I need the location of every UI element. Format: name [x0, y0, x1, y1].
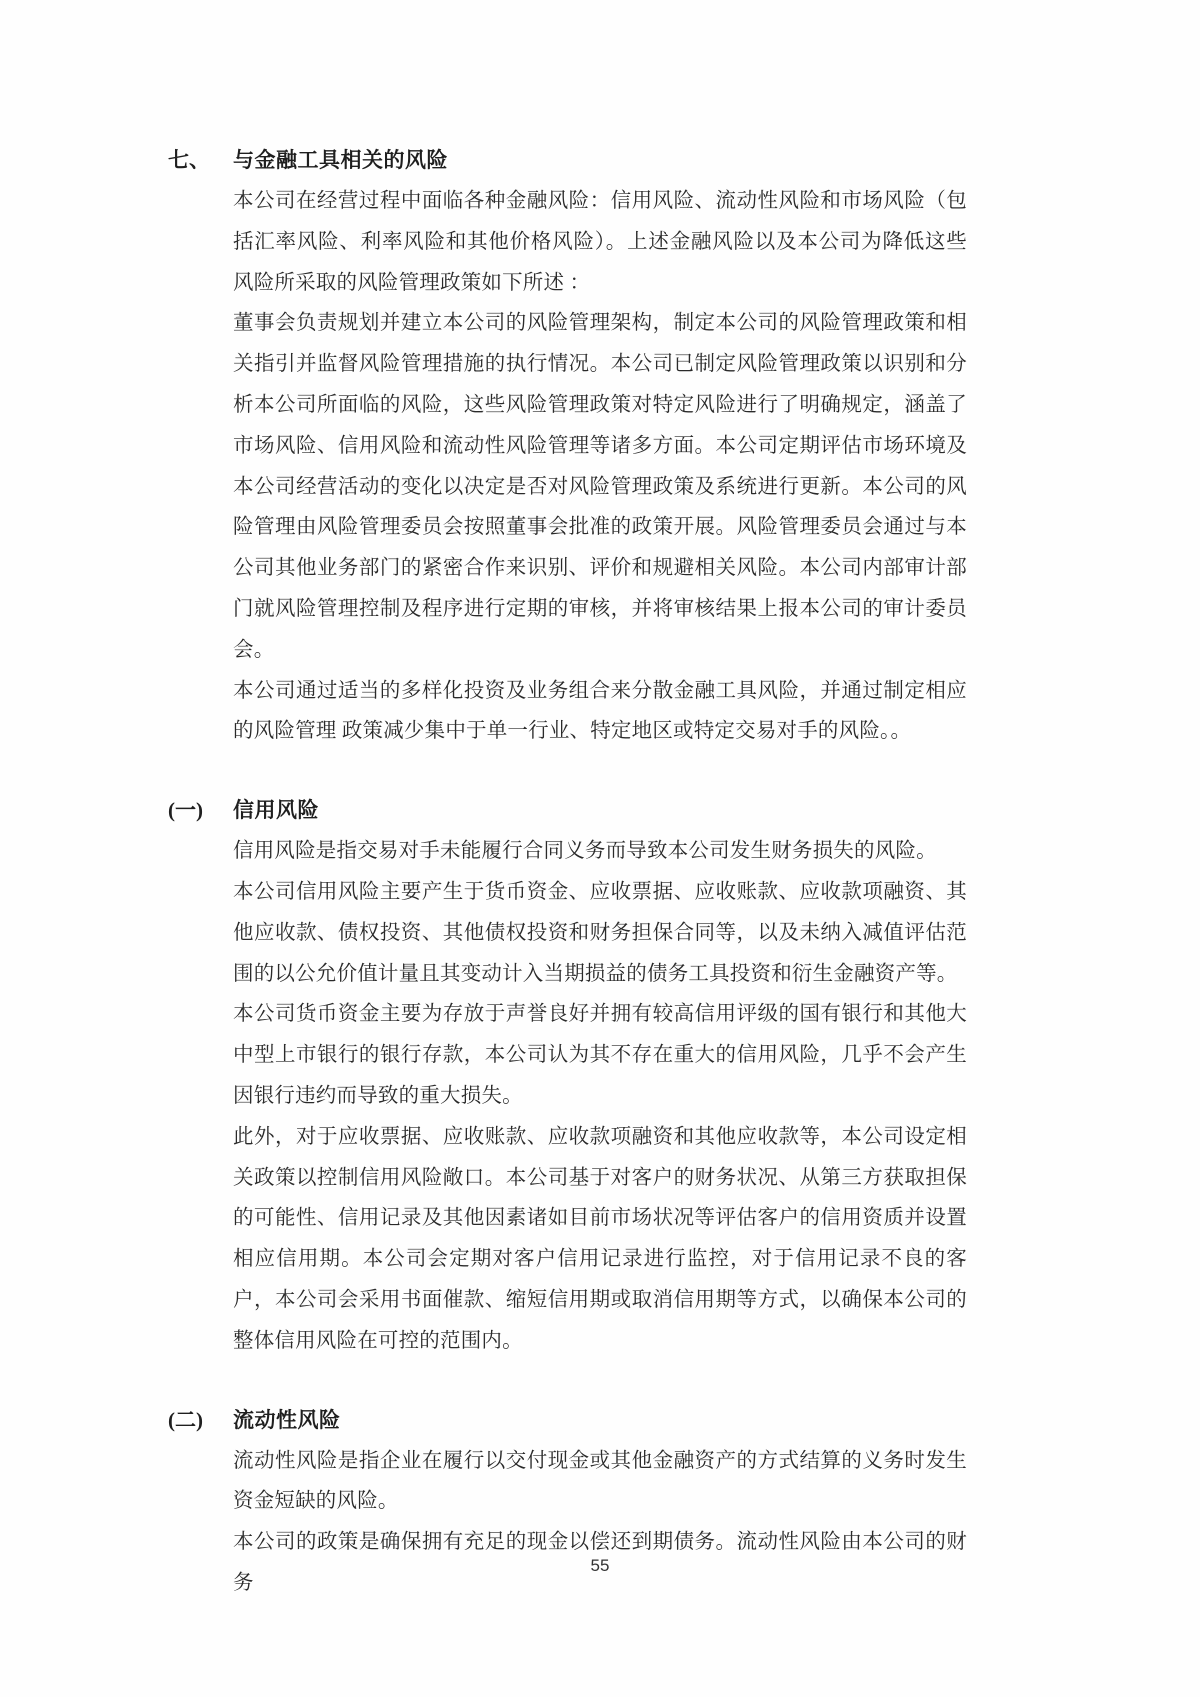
section-heading: [168, 1400, 968, 1441]
paragraph: 本公司的政策是确保拥有充足的现金以偿还到期债务。流动性风险由本公司的财务: [233, 1531, 967, 1594]
section-marker: (一): [168, 798, 203, 823]
paragraph: 此外，对于应收票据、应收账款、应收款项融资和其他应收款等，本公司设定相关政策以控制信用风险敞口。本公司基于对客户的财务状况、从第三方获取担保的可能性、信用记录及其他因素诸如目前市场状况等评估客户的信用资质并设置相应信用期。本公司会定期对客户信用记录进行监控，对于信用记录不良的客户，本公司会采用书面催款、缩短信用期或取消信用期等方式，以确保本公司的整体信用风险在可控的范围内。: [233, 1125, 967, 1352]
page-number: 55: [590, 1556, 610, 1575]
section-body: [233, 831, 967, 1361]
paragraph: 本公司在经营过程中面临各种金融风险：信用风险、流动性风险和市场风险（包括汇率风险、利率风险和其他价格风险）。上述金融风险以及本公司为降低这些风险所采取的风险管理政策如下所述 ：: [233, 190, 967, 294]
section-body: [233, 1441, 967, 1604]
paragraph: 信用风险是指交易对手未能履行合同义务而导致本公司发生财务损失的风险。: [233, 840, 937, 863]
paragraph: 本公司通过适当的多样化投资及业务组合来分散金融工具风险，并通过制定相应的风险管理 政策减少集中于单一行业、特定地区或特定交易对手的风险。。: [233, 679, 967, 743]
section-body: [233, 181, 967, 752]
section-marker: (二): [168, 1407, 203, 1432]
section-heading: [168, 790, 968, 831]
paragraph: 本公司货币资金主要为存放于声誉良好并拥有较高信用评级的国有银行和其他大中型上市银行的银行存款，本公司认为其不存在重大的信用风险，几乎不会产生因银行违约而导致的重大损失。: [233, 1003, 967, 1107]
section-title: 流动性风险: [233, 1407, 341, 1432]
paragraph: 流动性风险是指企业在履行以交付现金或其他金融资产的方式结算的义务时发生资金短缺的风险。: [233, 1449, 967, 1513]
section-credit-risk: [168, 790, 968, 1361]
paragraph: 本公司信用风险主要产生于货币资金、应收票据、应收账款、应收款项融资、其他应收款、债权投资、其他债权投资和财务担保合同等，以及未纳入减值评估范围的以公允价值计量且其变动计入当期损益的债务工具投资和衍生金融资产等。: [233, 880, 967, 985]
paragraph: 董事会负责规划并建立本公司的风险管理架构，制定本公司的风险管理政策和相关指引并监督风险管理措施的执行情况。本公司已制定风险管理政策以识别和分析本公司所面临的风险，这些风险管理政策对特定风险进行了明确规定，涵盖了市场风险、信用风险和流动性风险管理等诸多方面。本公司定期评估市场环境及本公司经营活动的变化以决定是否对风险管理政策及系统进行更新。本公司的风险管理由风险管理委员会按照董事会批准的政策开展。风险管理委员会通过与本公司其他业务部门的紧密合作来识别、评价和规避相关风险。本公司内部审计部门就风险管理控制及程序进行定期的审核，并将审核结果上报本公司的审计委员会。: [233, 312, 967, 661]
section-title: 与金融工具相关的风险: [233, 148, 448, 172]
section-marker: 七、: [168, 148, 210, 172]
section-title: 信用风险: [233, 798, 319, 823]
section-financial-instrument-risks: [168, 140, 968, 752]
section-heading: [168, 140, 968, 181]
